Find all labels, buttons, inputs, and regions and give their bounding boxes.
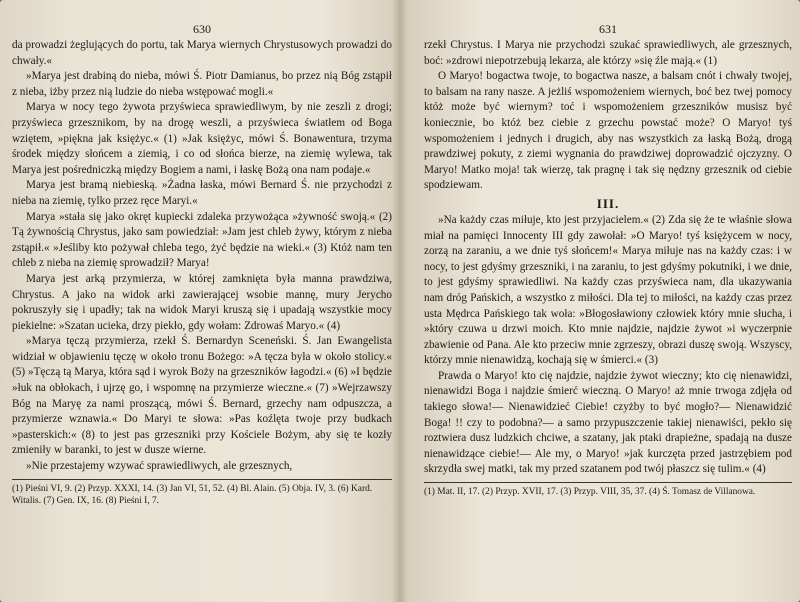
paragraph: »Na każdy czas miłuje, kto jest przyjacielem.« (2) Zda się że te właśnie słowa miał na pamięci Innocenty III gdy zawołał: »O Maryo! tyś księżycem w nocy, zorzą na zaraniu, a we dnie tyś słońcem!« Marya miłuje nas na każdy czas: i w nocy, to jest gdyśmy grzeszniki, i na zaraniu, to jest gdyśmy pokutniki, i we dnie, to jest gdyśmy sprawiedliwi. Na każdy czas przyświeca nam, dla ukazywania nam dróg Pańskich, a wszystko z miłości. Dla tej to miłości, na każdy czas przez usta Mędrca Pańskiego tak woła: »Błogosławiony człowiek który mnie słucha, i »który czuwa u drzwi moich. Kto mnie najdzie, najdzie żywot »i wyczerpnie zbawienie od Pana. Ale kto przeciw mnie zgrzeszy, obrazi duszę swoją. Wszyscy, którzy mnie nienawidzą, kochają się w śmierci.« (3) xyxy=(424,213,792,367)
paragraph: »Marya jest drabiną do nieba, mówi Ś. Piotr Damianus, bo przez nią Bóg zstąpił z nieba, iżby przez nią ludzie do nieba wstępować mogli.« xyxy=(12,70,392,98)
footnote: (1) Pieśni VI, 9. (2) Przyp. XXXI, 14. (3) Jan VI, 51, 52. (4) Bl. Alain. (5) Obja. IV, 3. (6) Kard. Witalis. (7) Gen. IX, 16. (8) Pieśni I, 7. xyxy=(12,483,373,507)
section-marker: III. xyxy=(596,195,620,211)
page-body xyxy=(12,38,392,475)
paragraph: da prowadzi żeglujących do portu, tak Marya wiernych Chrystusowych prowadzi do chwały.« xyxy=(12,39,392,67)
paragraph: O Maryo! bogactwa twoje, to bogactwa nasze, a balsam cnót i chwały twojej, to balsam na rany nasze. A jeżliś wspomożeniem wiernych, boć bez twej pomocy któż może być wiernym? toć i wspomożeniem grzeszników musisz być koniecznie, bo któż bez ciebie z grzechu powstać może? O Maryo! tyś wspomożeniem i jednych i drugich, aby nas wszystkich za łaską Bożą, drogą prawdziwej pokuty, z ziemi wygnania do prawdziwej doprowadzić ojczyzny. O Maryo! Matko moja! tak wierzę, tak pragnę i tak się nędzny grzesznik od ciebie spodziewam. xyxy=(424,70,792,192)
footnotes xyxy=(12,483,392,508)
page-number: 631 xyxy=(599,22,617,36)
paragraph: Marya »stała się jako okręt kupiecki zdaleka przywożąca »żywność swoją.« (2) Tą żywnością Chrystus, jako sam powiedział: »Jam jest chleb żywy, którym z nieba zstąpił.« »Jeśliby kto pożywał chleba tego, żyć będzie na wieki.« (3) Któż nam ten chleb z nieba na ziemię sprowadził? Marya! xyxy=(12,210,392,270)
page-body xyxy=(424,38,792,478)
left-page xyxy=(12,20,392,590)
paragraph: Marya w nocy tego żywota przyświeca sprawiedliwym, by nie zeszli z drogi; przyświeca grzesznikom, by na drogę weszli, a przyświeca światłem od Boga wziętem, »piękna jak księżyc.« (1) »Jak księżyc, mówi Ś. Bonawentura, trzyma środek między słońcem a ziemią, i co od słońca bierze, na ziemię wylewa, tak Marya jest pośredniczką między Bogiem a nami, i łaskę Bożą ona nam podaje.« xyxy=(12,101,392,176)
right-page xyxy=(424,20,792,590)
page-number: 630 xyxy=(193,22,211,36)
paragraph: Marya jest bramą niebieską. »Żadna łaska, mówi Bernard Ś. nie przychodzi z nieba na ziemię, tylko przez ręce Maryi.« xyxy=(12,179,392,207)
footnotes xyxy=(424,486,792,499)
paragraph: Marya jest arką przymierza, w której zamknięta była manna prawdziwa, Chrystus. A jako na widok arki zawierającej wsobie mannę, mury Jerycho pokruszyły się i upadły; tak na widok Maryi kruszą się i upadają wszystkie mocy piekielne: »Szatan ucieka, drzy piekło, gdy wołam: Zdrowaś Maryo.« (4) xyxy=(12,272,392,332)
footnote-rule xyxy=(12,479,392,480)
footnote: (1) Mat. II, 17. (2) Przyp. XVII, 17. (3) Przyp. VIII, 35, 37. (4) Ś. Tomasz de Villanowa. xyxy=(424,487,756,498)
paragraph: »Nie przestajemy wzywać sprawiedliwych, ale grzesznych, xyxy=(26,460,293,473)
paragraph: rzekł Chrystus. I Marya nie przychodzi szukać sprawiedliwych, ale grzesznych, boć: »zdrowi niepotrzebują lekarza, ale którzy »się źle mają.« (1) xyxy=(424,39,792,67)
footnote-rule xyxy=(424,482,792,483)
paragraph: Prawda o Maryo! kto cię najdzie, najdzie żywot wieczny; kto cię nienawidzi, nienawidzi Boga i najdzie śmierć wieczną. O Maryo! aż mnie trwoga zdjęła od takiego słowa!— Nienawidzieć Ciebie! czyżby to być mogło?— Nienawidzić Boga! !! czy to podobna?— a samo przypuszczenie takiej nienawiści, pekło się roztwiera dusz ludzkich chciwe, a szatany, jak ptaki drapieżne, spadają na dusze nienawidzące ciebie!— Ale my, o Maryo! »jak kurczęta przed jastrzębiem pod skrzydła swej matki, tak my przed szatanem pod twój płaszcz się tulim.« (4) xyxy=(424,369,792,476)
paragraph: »Marya tęczą przymierza, rzekł Ś. Bernardyn Sceneński. Ś. Jan Ewangelista widział w objawieniu tęczę w około tronu Bożego: »A tęcza była w około stolicy.« (5) »Tęczą tą Marya, która sąd i wyrok Boży na grzeszników łagodzi.« (6) »I będzie »łuk na obłokach, i ujrzę go, i wspomnę na przymierze wieczne.« (7) »Wejrzawszy Bóg na Maryę za nami proszącą, mówi Ś. Bernard, grzechy nam odpuszcza, a przymierze wznawia.« Do Maryi te słowa: »Pas koźlęta twoje przy budkach »pasterskich:« (8) to jest pas grzeszniki przy Kościele Bożym, aby się te kozły zmieniły w baranki, to jest w dusze wierne. xyxy=(12,335,392,457)
